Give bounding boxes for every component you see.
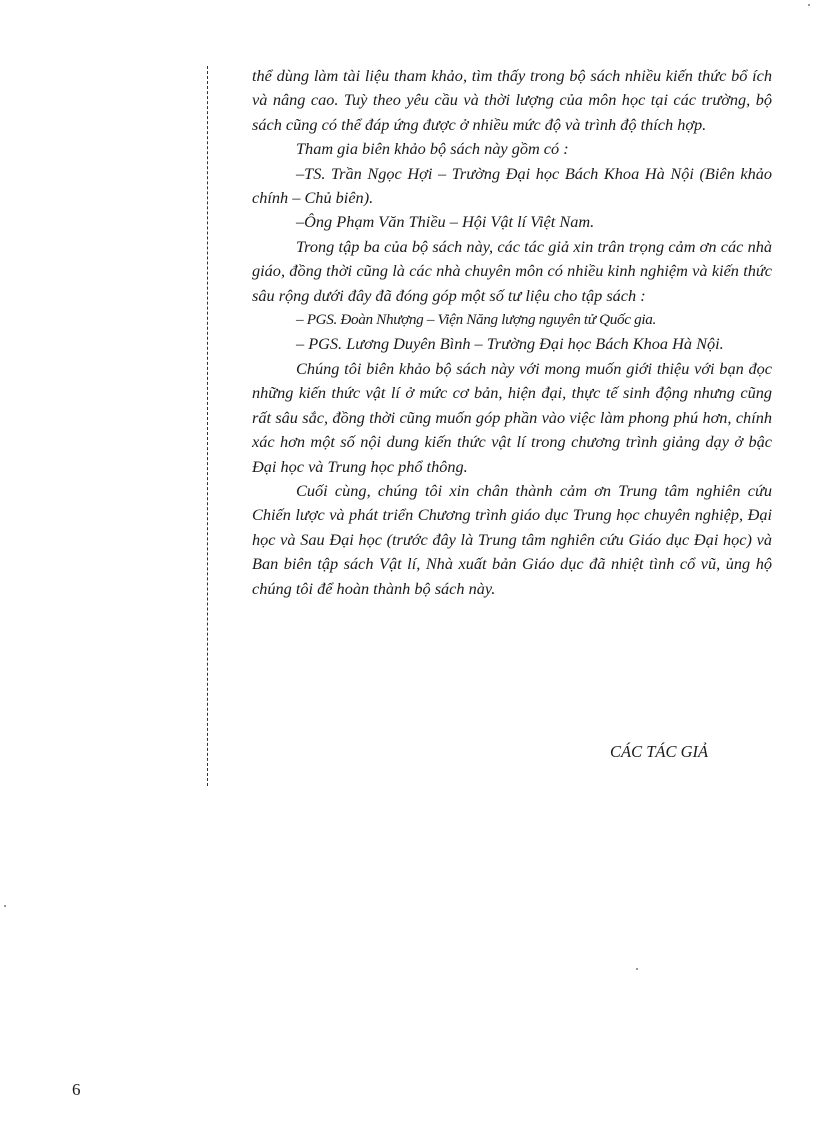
signature: CÁC TÁC GIẢ — [610, 742, 709, 761]
paragraph-continuation: thể dùng làm tài liệu tham khảo, tìm thấy trong bộ sách nhiều kiến thức bổ ích và nâng cao. Tuỳ theo yêu cầu và thời lượng của môn học tại các trường, bộ sách cũng có thể đáp ứng được ở nhiều mức độ và trình độ thích hợp. — [252, 66, 772, 134]
paragraph-purpose: Chúng tôi biên khảo bộ sách này với mong muốn giới thiệu với bạn đọc những kiến thức vật lí ở mức cơ bản, hiện đại, thực tế sinh động nhưng cũng rất sâu sắc, đồng thời cũng muốn góp phần vào việc làm phong phú hơn, chính xác hơn một số nội dung kiến thức vật lí trong chương trình giảng dạy ở bậc Đại học và Trung học phổ thông. — [252, 358, 772, 476]
body-text — [252, 64, 772, 601]
paragraph-thanks: Cuối cùng, chúng tôi xin chân thành cảm ơn Trung tâm nghiên cứu Chiến lược và phát triển Chương trình giáo dục Trung học chuyên nghiệp, Đại học và Sau Đại học (trước đây là Trung tâm nghiên cứu Giáo dục Đại học) và Ban biên tập sách Vật lí, Nhà xuất bản Giáo dục đã nhiệt tình cổ vũ, ủng hộ chúng tôi để hoàn thành bộ sách này. — [252, 480, 772, 598]
scan-speck — [636, 968, 638, 970]
paragraph-contributor-2: –Ông Phạm Văn Thiều – Hội Vật lí Việt Nam. — [296, 212, 595, 232]
paragraph-acknowledged-1: – PGS. Đoàn Nhượng – Viện Năng lượng nguyên tử Quốc gia. — [296, 311, 656, 329]
dashed-margin-line — [207, 66, 208, 786]
scan-speck — [808, 4, 810, 6]
page-number: 6 — [72, 1080, 81, 1099]
paragraph-contributors-intro: Tham gia biên khảo bộ sách này gồm có : — [296, 139, 569, 159]
scan-speck — [4, 905, 6, 907]
paragraph-acknowledgement: Trong tập ba của bộ sách này, các tác giả xin trân trọng cảm ơn các nhà giáo, đồng thời cũng là các nhà chuyên môn có nhiều kinh nghiệm và kiến thức sâu rộng dưới đây đã đóng góp một số tư liệu cho tập sách : — [252, 236, 772, 305]
paragraph-acknowledged-2: – PGS. Lương Duyên Bình – Trường Đại học Bách Khoa Hà Nội. — [296, 334, 724, 354]
paragraph-contributor-1: –TS. Trần Ngọc Hợi – Trường Đại học Bách Khoa Hà Nội (Biên khảo chính – Chủ biên). — [252, 163, 772, 208]
